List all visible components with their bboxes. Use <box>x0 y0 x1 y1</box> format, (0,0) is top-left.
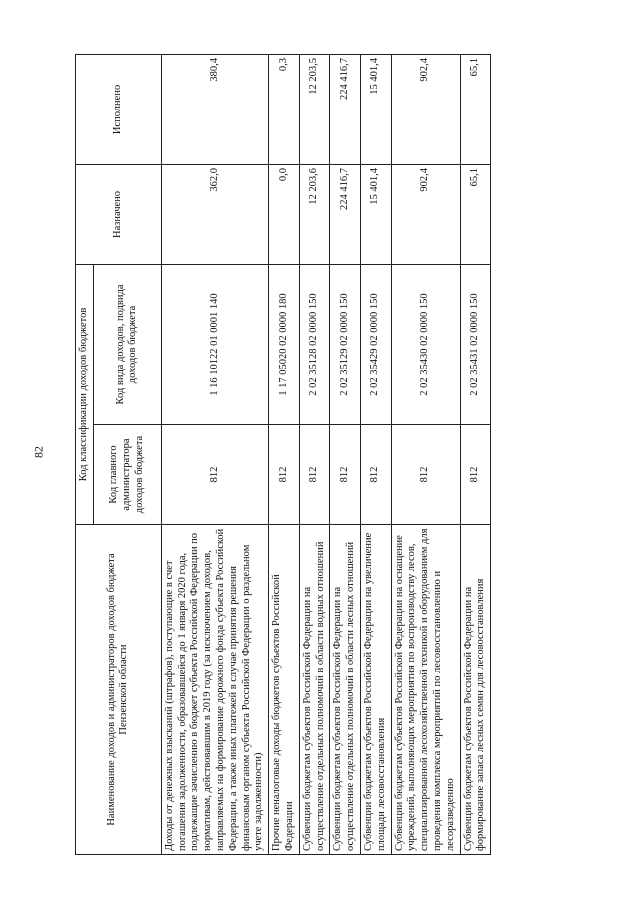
row-admin-code: 812 <box>330 425 361 525</box>
row-admin-code: 812 <box>360 425 391 525</box>
header-name: Наименование доходов и администраторов доходов бюджета Пензенской области <box>76 525 162 855</box>
row-kind-code: 1 17 05020 02 0000 180 <box>269 264 300 424</box>
row-assigned: 0,0 <box>269 164 300 264</box>
header-assigned: Назначено <box>76 164 162 264</box>
row-kind-code: 2 02 35429 02 0000 150 <box>360 264 391 424</box>
row-executed: 65,1 <box>460 54 491 164</box>
row-admin-code: 812 <box>161 425 268 525</box>
page-number: 82 <box>31 446 46 458</box>
row-assigned: 902,4 <box>391 164 460 264</box>
row-name: Субвенции бюджетам субъектов Российской Федерации на осуществление отдельных полномочий в области водных отношений <box>299 525 330 855</box>
table-row <box>460 54 491 854</box>
row-executed: 0,3 <box>269 54 300 164</box>
rotated-table-container <box>75 55 565 855</box>
row-name: Субвенции бюджетам субъектов Российской Федерации на осуществление отдельных полномочий в области лесных отношений <box>330 525 361 855</box>
header-executed: Исполнено <box>76 54 162 164</box>
header-kind-code: Код вида доходов, подвида доходов бюджета <box>93 264 161 424</box>
row-assigned: 224 416,7 <box>330 164 361 264</box>
row-assigned: 12 203,6 <box>299 164 330 264</box>
row-name: Прочие неналоговые доходы бюджетов субъектов Российской Федерации <box>269 525 300 855</box>
table-row <box>161 54 268 854</box>
row-kind-code: 2 02 35431 02 0000 150 <box>460 264 491 424</box>
row-assigned: 65,1 <box>460 164 491 264</box>
row-executed: 380,4 <box>161 54 268 164</box>
row-name: Субвенции бюджетам субъектов Российской Федерации на оснащение учреждений, выполняющих мероприятия по воспроизводству лесов, специализированной лесохозяйственной техникой и оборудованием для проведения комплекса мероприятий по лесовосстановлению и лесоразведению <box>391 525 460 855</box>
table-row <box>391 54 460 854</box>
table-row <box>360 54 391 854</box>
row-executed: 12 203,5 <box>299 54 330 164</box>
row-admin-code: 812 <box>460 425 491 525</box>
row-admin-code: 812 <box>299 425 330 525</box>
row-kind-code: 2 02 35129 02 0000 150 <box>330 264 361 424</box>
row-admin-code: 812 <box>391 425 460 525</box>
table-row <box>299 54 330 854</box>
table-row <box>269 54 300 854</box>
row-assigned: 15 401,4 <box>360 164 391 264</box>
row-kind-code: 2 02 35128 02 0000 150 <box>299 264 330 424</box>
row-assigned: 362,0 <box>161 164 268 264</box>
budget-income-table <box>75 54 491 855</box>
row-executed: 224 416,7 <box>330 54 361 164</box>
row-kind-code: 1 16 10122 01 0001 140 <box>161 264 268 424</box>
row-name: Субвенции бюджетам субъектов Российской Федерации на увеличение площади лесовосстановления <box>360 525 391 855</box>
header-admin-code: Код главного администратора доходов бюджета <box>93 425 161 525</box>
row-executed: 15 401,4 <box>360 54 391 164</box>
table-row <box>330 54 361 854</box>
row-kind-code: 2 02 35430 02 0000 150 <box>391 264 460 424</box>
row-executed: 902,4 <box>391 54 460 164</box>
row-name: Субвенции бюджетам субъектов Российской Федерации на формирование запаса лесных семян для лесовосстановления <box>460 525 491 855</box>
header-classification-group: Код классификации доходов бюджетов <box>76 264 94 524</box>
row-admin-code: 812 <box>269 425 300 525</box>
row-name: Доходы от денежных взысканий (штрафов), поступающие в счет погашения задолженности, образовавшейся до 1 января 2020 года, подлежащие зачислению в бюджет субъекта Российской Федерации по нормативам, действовавшим в 2019 году (за исключением доходов, направляемых на формирование дорожного фонда субъекта Российской Федерации, а также иных платежей в случае принятия решения финансовым органом субъекта Российской Федерации о раздельном учете задолженности) <box>161 525 268 855</box>
